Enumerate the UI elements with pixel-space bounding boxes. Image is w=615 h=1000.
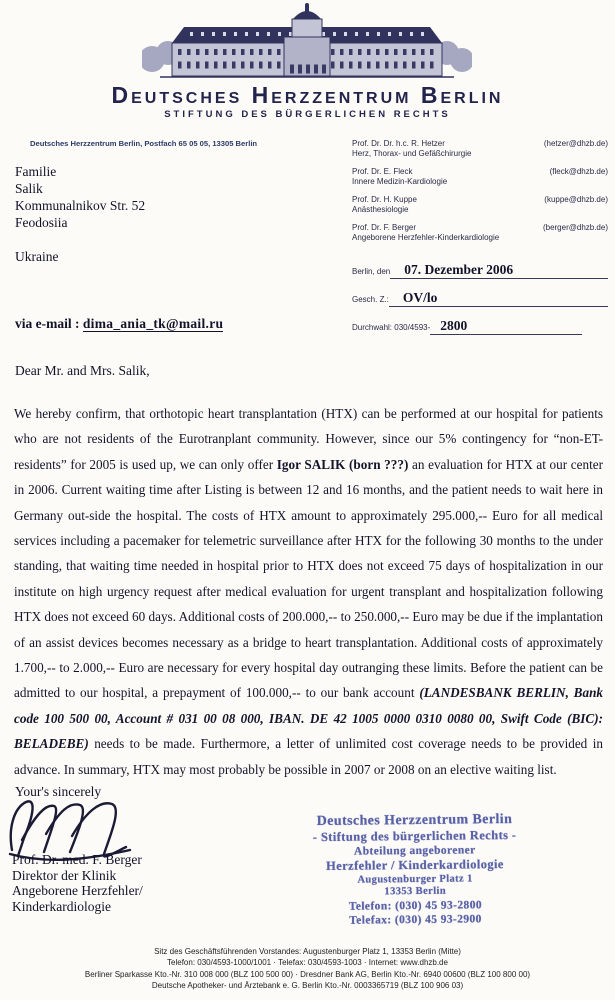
director-email: (fleck@dhzb.de): [549, 167, 608, 176]
director-entry: [352, 139, 608, 159]
director-email: (kuppe@dhzb.de): [544, 195, 608, 204]
signer-block: [12, 852, 143, 914]
director-department: Anästhesiologie: [352, 205, 409, 214]
via-email-line: [15, 316, 223, 332]
closing-phrase: Your's sincerely: [15, 784, 102, 799]
signer-name: Prof. Dr. med. F. Berger: [12, 852, 142, 867]
dial-extension-label: Durchwahl: 030/4593-: [352, 323, 431, 332]
salutation: Dear Mr. and Mrs. Salik,: [15, 363, 150, 378]
director-email: (hetzer@dhzb.de): [543, 139, 608, 148]
stamp-line: Abteilung angeborener: [353, 844, 476, 858]
date-label: Berlin, den: [352, 267, 391, 276]
director-entry: [352, 223, 608, 243]
hospital-building-engraving-icon: [142, 3, 472, 87]
organization-subtitle: STIFTUNG DES BÜRGERLICHEN RECHTS: [164, 109, 451, 120]
stamp-line: Augustenburger Platz 1: [357, 872, 473, 886]
file-reference-line: [352, 290, 608, 308]
dial-extension-value: 2800: [430, 318, 582, 335]
date-line: [352, 262, 608, 280]
recipient-country: Ukraine: [15, 249, 59, 264]
director-name: Prof. Dr. E. Fleck: [352, 167, 413, 176]
recipient-line: Familie: [15, 164, 57, 179]
director-entry: [352, 167, 608, 187]
stamp-line: Telefax: (030) 45 93-2900: [349, 913, 482, 927]
recipient-line: Salik: [15, 181, 43, 196]
stamp-line: Deutsches Herzzentrum Berlin: [316, 811, 513, 830]
signer-department: Angeborene Herzfehler/: [12, 883, 143, 898]
directors-list: [352, 139, 608, 251]
dial-extension-line: [352, 318, 608, 336]
organization-title: Deutsches Herzzentrum Berlin: [111, 82, 504, 108]
signer-title: Direktor der Klinik: [12, 867, 117, 883]
footer-line: Sitz des Geschäftsführenden Vorstandes: Augustenburger Platz 1, 13353 Berlin (Mitte): [154, 947, 461, 956]
signer-department: Kinderkardiologie: [12, 898, 111, 914]
director-department: Innere Medizin-Kardiologie: [352, 177, 448, 186]
director-name: Prof. Dr. F. Berger: [352, 223, 417, 232]
stamp-line: Telefon: (030) 45 93-2800: [348, 899, 483, 913]
file-reference-value: OV/lo: [389, 290, 608, 307]
department-stamp: [289, 811, 540, 929]
director-entry: [352, 195, 608, 215]
via-email-label: via e-mail :: [15, 316, 80, 331]
director-name: Prof. Dr. H. Kuppe: [352, 195, 417, 204]
recipient-line: Kommunalnikov Str. 52: [15, 198, 146, 213]
recipient-address: [15, 163, 145, 265]
date-value: 07. Dezember 2006: [390, 262, 608, 279]
letter-footer: [0, 946, 615, 992]
stamp-line: 13353 Berlin: [384, 886, 447, 898]
director-department: Angeborene Herzfehler-Kinderkardiologie: [352, 233, 500, 242]
reference-block: [352, 262, 608, 346]
footer-line: Deutsche Apotheker- und Ärztebank e. G. Berlin Kto.-Nr. 0003365719 (BLZ 100 906 03): [151, 981, 464, 991]
footer-line: Berliner Sparkasse Kto.-Nr. 310 008 000 (BLZ 100 500 00) · Dresdner Bank AG, Berlin Kto.-Nr. 6940 00600 (BLZ 100 800 00): [84, 969, 531, 979]
director-email: (berger@dhzb.de): [542, 223, 608, 232]
sender-return-address: Deutsches Herzzentrum Berlin, Postfach 65 05 05, 13305 Berlin: [30, 139, 258, 148]
file-reference-label: Gesch. Z.:: [352, 295, 389, 304]
letter-body: We hereby confirm, that orthotopic heart transplantation (HTX) can be performed at our hospital for patients who are not residents of the Eurotranplant community. However, since our 5% contingency for “non-ET-residents” for 2005 is used up, we can only offer Igor SALIK (born ???) an evaluation for HTX at our center in 2006. Current waiting time after Listing is between 12 and 16 months, and the patient needs to wait here in Germany out-side the hospital. The costs of HTX amount to approximately 295.000,-- Euro for all medical services including a pacemaker for telemetric surveillance after HTX for the following 30 months to the under standing, that waiting time needed in hospital prior to HTX does not exceed 75 days of hospitalization in our institute on high urgency request after medical evaluation for urgent transplant and hospitalization following HTX does not exceed 60 days. Additional costs of 200.000,-- to 250.000,-- Euro may be due if the implantation of an assist devices becomes necessary as a bridge to heart transplantation. Additional costs of approximately 1.700,-- to 2.000,-- Euro are necessary for every hospital day outranging these limits. Before the patient can be admitted to our hospital, a prepayment of 100.000,-- to our bank account (LANDESBANK BERLIN, Bank code 100 500 00, Account # 031 00 08 000, IBAN. DE 42 1005 0000 0310 0080 00, Swift Code (BIC): BELADEBE) needs to be made. Furthermore, a letter of unlimited cost coverage needs to be provided in advance. In summary, HTX may most probably be possible in 2007 or 2008 on an elective waiting list.: [14, 406, 604, 777]
footer-line: Telefon: 030/4593-1000/1001 · Telefax: 030/4593-1003 · Internet: www.dhzb.de: [167, 958, 448, 968]
director-department: Herz, Thorax- und Gefäßchirurgie: [352, 149, 472, 158]
stamp-line: Herzfehler / Kinderkardiologie: [326, 857, 504, 874]
recipient-line: Feodosiia: [15, 215, 68, 230]
director-name: Prof. Dr. Dr. h.c. R. Hetzer: [352, 139, 445, 148]
recipient-email-address: dima_ania_tk@mail.ru: [82, 316, 224, 331]
stamp-line: - Stiftung des bürgerlichen Rechts -: [312, 828, 517, 845]
